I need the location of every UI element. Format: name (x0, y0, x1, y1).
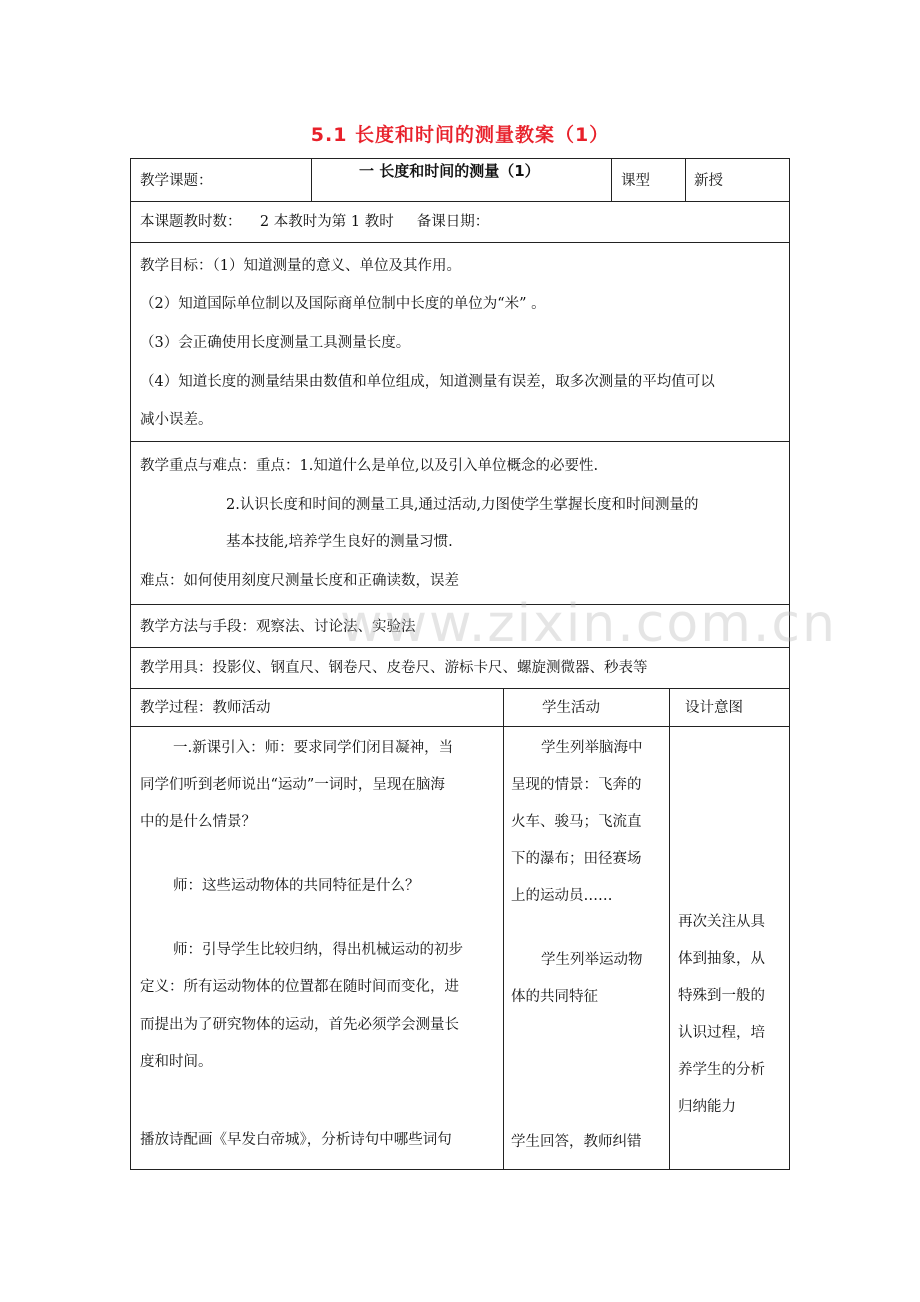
process-body-row (131, 727, 789, 1169)
topic-row (131, 159, 789, 202)
design-text-3: 特殊到一般的 (678, 988, 765, 1004)
teacher-text-4: 播放诗配画《早发白帝城》，分析诗句中哪些词句 (140, 1132, 452, 1148)
tools-row (131, 648, 789, 689)
student-text-7: 体的共同特征 (511, 989, 598, 1005)
objective-line-2: （2）知道国际单位制以及国际商单位制中长度的单位为“米” 。 (140, 296, 546, 312)
student-text-3: 火车、骏马；飞流直 (511, 814, 642, 830)
design-text-5: 养学生的分析 (678, 1062, 765, 1078)
objectives-row (131, 243, 789, 442)
objective-line-1: 教学目标：（1）知道测量的意义、单位及其作用。 (140, 258, 461, 274)
teacher-text-1b: 同学们听到老师说出“运动”一词时，呈现在脑海 (140, 777, 445, 793)
student-text-2: 呈现的情景：飞奔的 (511, 777, 642, 793)
process-header-row (131, 689, 789, 727)
periods-row (131, 202, 789, 243)
design-text-4: 认识过程，培 (678, 1025, 765, 1041)
topic-title: 一 长度和时间的测量（1） (359, 162, 540, 180)
teacher-text-3a: 师：引导学生比较归纳，得出机械运动的初步 (173, 942, 463, 958)
keypoint-line-2: 2.认识长度和时间的测量工具,通过活动,力图使学生掌握长度和时间测量的 (226, 497, 699, 513)
teacher-activity-header: 教学过程：教师活动 (140, 700, 271, 716)
design-text-1: 再次关注从具 (678, 914, 765, 930)
student-text-4: 下的瀑布；田径赛场 (511, 851, 642, 867)
keypoints-row (131, 442, 789, 605)
topic-label: 教学课题： (140, 173, 213, 189)
teacher-text-1c: 中的是什么情景？ (140, 814, 256, 830)
design-intent-header: 设计意图 (685, 700, 743, 716)
page-title: 5.1 长度和时间的测量教案（1） (310, 124, 610, 146)
design-text-6: 归纳能力 (678, 1099, 736, 1115)
lesson-type-value: 新授 (694, 173, 723, 189)
student-text-5: 上的运动员…… (511, 888, 613, 904)
teacher-text-1a: 一.新课引入：师：要求同学们闭目凝神，当 (173, 740, 454, 756)
student-text-1: 学生列举脑海中 (541, 740, 643, 756)
student-activity-header: 学生活动 (542, 700, 600, 716)
keypoint-line-1: 教学重点与难点：重点：1.知道什么是单位,以及引入单位概念的必要性. (140, 458, 599, 474)
keypoint-line-4: 难点：如何使用刻度尺测量长度和正确读数，误差 (140, 573, 459, 589)
objective-line-4: （4）知道长度的测量结果由数值和单位组成，知道测量有误差，取多次测量的平均值可以 (140, 374, 715, 390)
methods-text: 教学方法与手段：观察法、讨论法、实验法 (140, 619, 416, 635)
teacher-text-2: 师：这些运动物体的共同特征是什么？ (173, 878, 420, 894)
watermark: www.zixin.com.cn (340, 594, 837, 654)
periods-text: 本课题教时数： 2 本教时为第 1 教时 备课日期： (140, 214, 490, 230)
design-text-2: 体到抽象，从 (678, 951, 765, 967)
keypoint-line-3: 基本技能,培养学生良好的测量习惯. (226, 534, 453, 550)
objective-line-3: （3）会正确使用长度测量工具测量长度。 (140, 335, 411, 351)
methods-row (131, 605, 789, 648)
teacher-text-3c: 而提出为了研究物体的运动，首先必须学会测量长 (140, 1017, 459, 1033)
teacher-text-3b: 定义：所有运动物体的位置都在随时间而变化，进 (140, 979, 459, 995)
student-text-6: 学生列举运动物 (541, 952, 643, 968)
objective-line-5: 减小误差。 (140, 412, 213, 428)
lesson-plan-table (130, 158, 790, 1170)
student-text-8: 学生回答，教师纠错 (511, 1134, 642, 1150)
lesson-type-label: 课型 (621, 173, 650, 189)
tools-text: 教学用具：投影仪、钢直尺、钢卷尺、皮卷尺、游标卡尺、螺旋测微器、秒表等 (140, 660, 648, 676)
teacher-text-3d: 度和时间。 (140, 1054, 213, 1070)
